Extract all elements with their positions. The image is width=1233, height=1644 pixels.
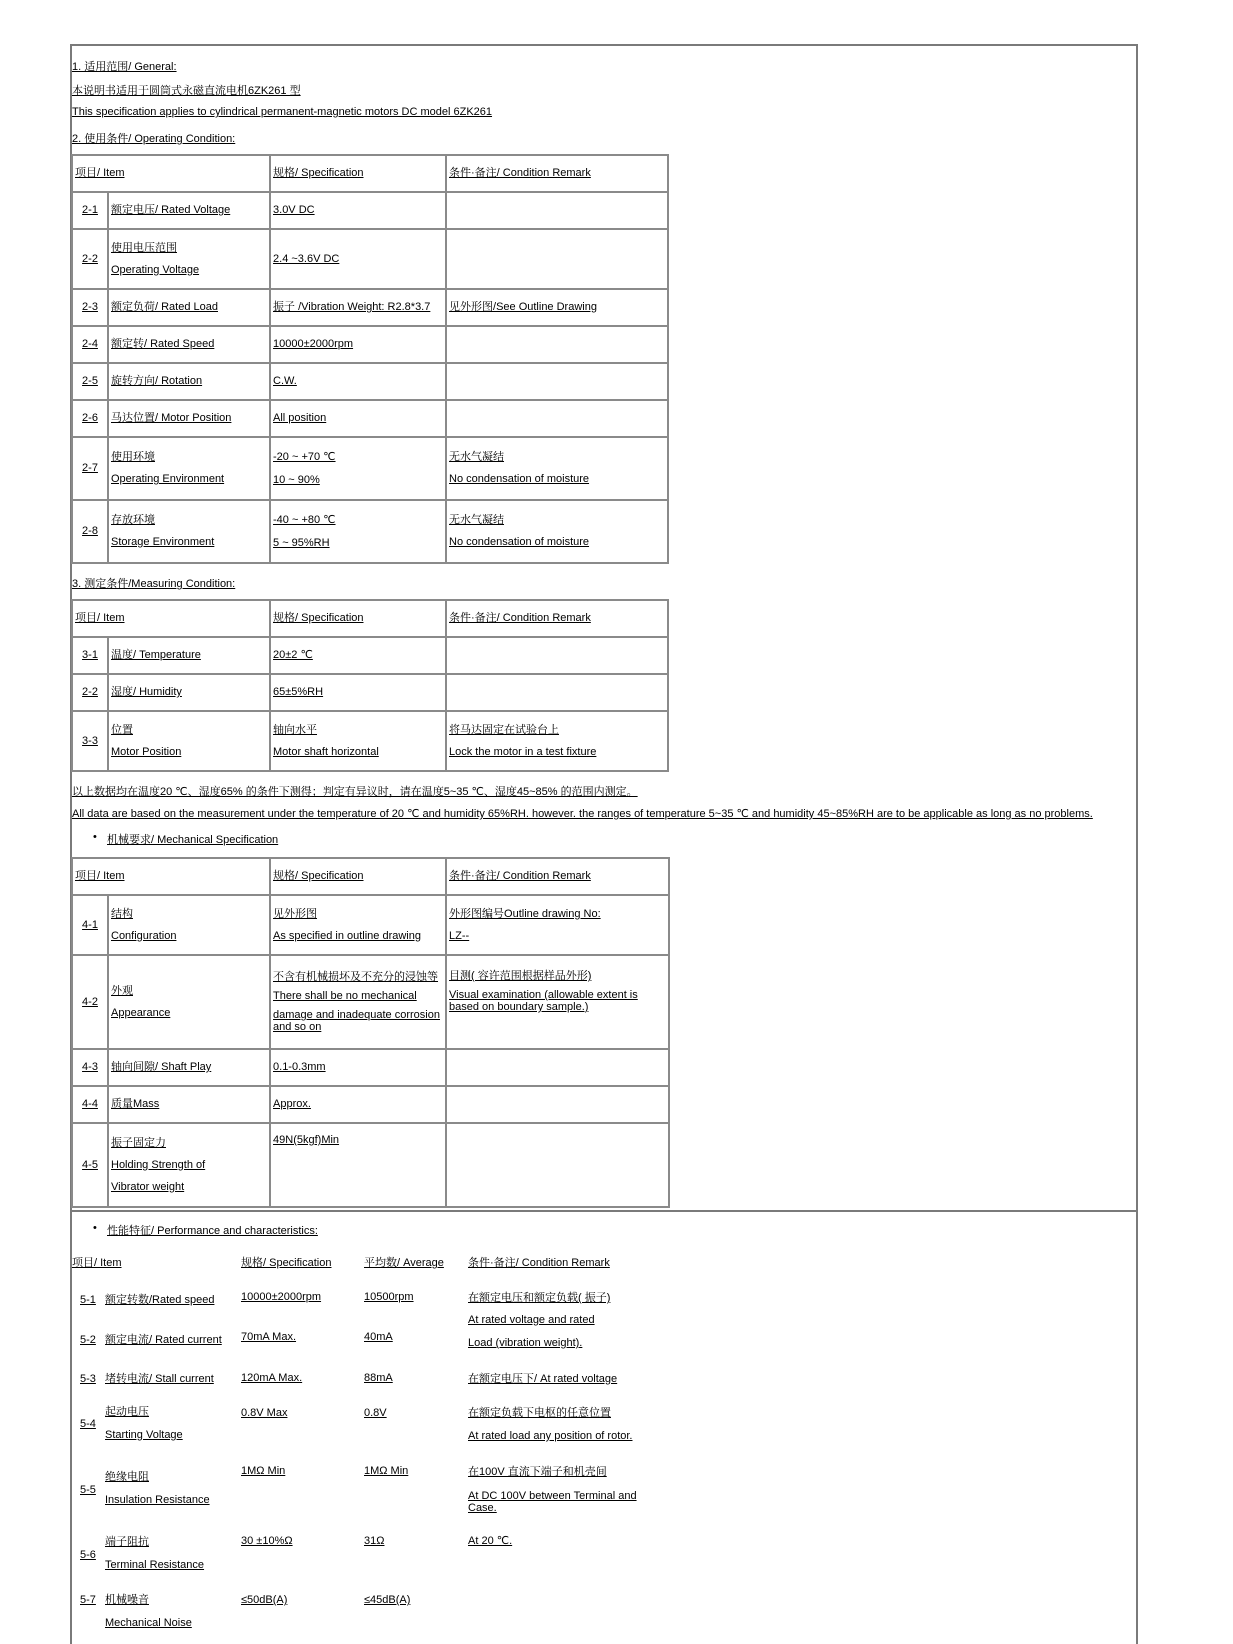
perf-header-remark: 条件·备注/ Condition Remark — [468, 1257, 610, 1269]
row-no: 3-1 — [72, 637, 108, 674]
perf-row-no: 5-7 — [80, 1594, 96, 1606]
table-header-row — [72, 858, 669, 895]
row-no: 2-8 — [72, 500, 108, 563]
perf-row-spec: 30 ±10%Ω — [241, 1535, 293, 1547]
section2-heading: 2. 使用条件/ Operating Condition: — [72, 133, 236, 145]
row-remark — [446, 229, 668, 289]
header-item: 项目/ Item — [72, 155, 270, 192]
perf-row-remark: 在100V 直流下端子和机壳间 At DC 100V between Terminal and Case. — [468, 1466, 637, 1514]
table-row — [72, 637, 668, 674]
perf-row-spec: 120mA Max. — [241, 1372, 303, 1384]
table-row — [72, 363, 668, 400]
section-divider — [70, 1210, 1138, 1212]
perf-row-remark: 在额定电压和额定负载( 振子) — [468, 1292, 611, 1304]
operating-condition-table — [71, 154, 669, 564]
row-remark — [446, 637, 668, 674]
perf-row-item: 额定转数/Rated speed — [105, 1294, 215, 1306]
perf-row-spec: 10000±2000rpm — [241, 1291, 322, 1303]
section4-heading: • 机械要求/ Mechanical Specification — [95, 831, 278, 847]
row-no: 3-3 — [72, 711, 108, 771]
perf-row-remark: 在额定负载下电枢的任意位置 At rated load any position of rotor. — [468, 1407, 633, 1442]
section1-line-en: This specification applies to cylindrical permanent-magnetic motors DC model 6ZK261 — [72, 106, 493, 118]
perf-row-average: 40mA — [364, 1331, 393, 1343]
row-remark — [446, 1086, 669, 1123]
table-row — [72, 326, 668, 363]
table-row — [72, 1086, 669, 1123]
row-spec: 49N(5kgf)Min — [270, 1123, 446, 1207]
header-spec: 规格/ Specification — [270, 858, 446, 895]
perf-row-average: ≤45dB(A) — [364, 1594, 411, 1606]
perf-row-average: 31Ω — [364, 1535, 385, 1547]
row-item: 使用环境 Operating Environment — [108, 437, 270, 500]
perf-row-item: 额定电流/ Rated current — [105, 1334, 222, 1346]
row-no: 2-2 — [72, 674, 108, 711]
row-item: 马达位置/ Motor Position — [108, 400, 270, 437]
row-item: 外观 Appearance — [108, 955, 270, 1049]
perf-row-no: 5-2 — [80, 1334, 96, 1346]
table-row — [72, 400, 668, 437]
table-row — [72, 192, 668, 229]
perf-row-average: 1MΩ Min — [364, 1465, 409, 1477]
row-item: 位置 Motor Position — [108, 711, 270, 771]
row-remark: 无水气凝结 No condensation of moisture — [446, 437, 668, 500]
row-spec: C.W. — [270, 363, 446, 400]
row-remark: 将马达固定在试验台上 Lock the motor in a test fixture — [446, 711, 668, 771]
row-item: 湿度/ Humidity — [108, 674, 270, 711]
header-remark: 条件·备注/ Condition Remark — [446, 858, 669, 895]
table-header-row — [72, 155, 668, 192]
perf-row-remark: At rated voltage and rated — [468, 1314, 595, 1326]
row-item: 轴向间隙/ Shaft Play — [108, 1049, 270, 1086]
header-item: 项目/ Item — [72, 600, 270, 637]
row-item: 额定负荷/ Rated Load — [108, 289, 270, 326]
perf-header-item: 项目/ Item — [72, 1257, 122, 1269]
row-item: 旋转方向/ Rotation — [108, 363, 270, 400]
row-spec: 振子 /Vibration Weight: R2.8*3.7 — [270, 289, 446, 326]
row-remark — [446, 674, 668, 711]
perf-row-item: 机械噪音 Mechanical Noise — [105, 1594, 192, 1629]
header-remark: 条件·备注/ Condition Remark — [446, 155, 668, 192]
perf-row-spec: 1MΩ Min — [241, 1465, 286, 1477]
perf-row-item: 堵转电流/ Stall current — [105, 1373, 214, 1385]
perf-row-average: 88mA — [364, 1372, 393, 1384]
table-row — [72, 711, 668, 771]
row-item: 结构 Configuration — [108, 895, 270, 955]
row-remark: 目测( 容许范围根据样品外形) Visual examination (allowable extent is based on boundary sample.) — [446, 955, 669, 1049]
perf-row-no: 5-3 — [80, 1373, 96, 1385]
row-spec: 不含有机械损坏及不充分的浸蚀等 There shall be no mechanical damage and inadequate corrosion and so on — [270, 955, 446, 1049]
row-spec: All position — [270, 400, 446, 437]
row-no: 2-1 — [72, 192, 108, 229]
row-no: 2-5 — [72, 363, 108, 400]
table-row — [72, 500, 668, 563]
perf-row-no: 5-4 — [80, 1418, 96, 1430]
perf-row-no: 5-6 — [80, 1549, 96, 1561]
measuring-condition-table — [71, 599, 669, 772]
perf-row-spec: 70mA Max. — [241, 1331, 297, 1343]
table-row — [72, 955, 669, 1049]
table-row — [72, 1123, 669, 1207]
row-remark: 无水气凝结 No condensation of moisture — [446, 500, 668, 563]
row-spec: 0.1-0.3mm — [270, 1049, 446, 1086]
row-remark: 见外形图/See Outline Drawing — [446, 289, 668, 326]
row-spec: 2.4 ~3.6V DC — [270, 229, 446, 289]
row-remark — [446, 400, 668, 437]
row-remark — [446, 363, 668, 400]
row-item: 使用电压范围 Operating Voltage — [108, 229, 270, 289]
row-spec: 10000±2000rpm — [270, 326, 446, 363]
row-item: 存放环境 Storage Environment — [108, 500, 270, 563]
perf-row-spec: ≤50dB(A) — [241, 1594, 288, 1606]
row-spec: 轴向水平 Motor shaft horizontal — [270, 711, 446, 771]
table-row — [72, 674, 668, 711]
row-no: 2-2 — [72, 229, 108, 289]
row-no: 2-7 — [72, 437, 108, 500]
perf-row-no: 5-1 — [80, 1294, 96, 1306]
perf-row-item: 起动电压 Starting Voltage — [105, 1406, 183, 1441]
row-no: 2-6 — [72, 400, 108, 437]
perf-row-item: 端子阻抗 Terminal Resistance — [105, 1536, 205, 1571]
perf-row-spec: 0.8V Max — [241, 1407, 288, 1419]
row-remark: 外形图编号Outline drawing No: LZ-- — [446, 895, 669, 955]
row-remark — [446, 1049, 669, 1086]
table-row — [72, 437, 668, 500]
perf-row-remark: At 20 ℃. — [468, 1535, 513, 1547]
perf-header-spec: 规格/ Specification — [241, 1257, 332, 1269]
table-header-row — [72, 600, 668, 637]
mechanical-spec-table — [71, 857, 670, 1208]
measuring-note-en: All data are based on the measurement under the temperature of 20 ℃ and humidity 65%RH. however. the ranges of temperature 5~35 ℃ and humidity 45~85%RH are to be applicable as long as no problems. — [72, 808, 1093, 820]
row-spec: 3.0V DC — [270, 192, 446, 229]
row-spec: 20±2 ℃ — [270, 637, 446, 674]
header-spec: 规格/ Specification — [270, 155, 446, 192]
row-no: 4-1 — [72, 895, 108, 955]
row-no: 2-3 — [72, 289, 108, 326]
perf-row-average: 10500rpm — [364, 1291, 414, 1303]
header-item: 项目/ Item — [72, 858, 270, 895]
section5-heading: • 性能特征/ Performance and characteristics: — [95, 1222, 318, 1238]
section3-heading: 3. 测定条件/Measuring Condition: — [72, 578, 236, 590]
row-spec: Approx. — [270, 1086, 446, 1123]
perf-row-no: 5-5 — [80, 1484, 96, 1496]
table-row — [72, 1049, 669, 1086]
table-row — [72, 229, 668, 289]
row-item: 质量Mass — [108, 1086, 270, 1123]
row-item: 额定转/ Rated Speed — [108, 326, 270, 363]
perf-row-item: 绝缘电阻 Insulation Resistance — [105, 1471, 210, 1506]
row-item: 振子固定力 Holding Strength of Vibrator weight — [108, 1123, 270, 1207]
perf-header-average: 平均数/ Average — [364, 1257, 444, 1269]
row-no: 4-2 — [72, 955, 108, 1049]
row-remark — [446, 326, 668, 363]
row-spec: 65±5%RH — [270, 674, 446, 711]
table-row — [72, 289, 668, 326]
row-no: 4-3 — [72, 1049, 108, 1086]
row-item: 额定电压/ Rated Voltage — [108, 192, 270, 229]
row-remark — [446, 1123, 669, 1207]
perf-row-average: 0.8V — [364, 1407, 387, 1419]
row-spec: -20 ~ +70 ℃ 10 ~ 90% — [270, 437, 446, 500]
row-no: 2-4 — [72, 326, 108, 363]
row-item: 温度/ Temperature — [108, 637, 270, 674]
row-remark — [446, 192, 668, 229]
table-row — [72, 895, 669, 955]
row-spec: 见外形图 As specified in outline drawing — [270, 895, 446, 955]
measuring-note-cn: 以上数据均在温度20 ℃、湿度65% 的条件下测得；判定有异议时，请在温度5~35 ℃、湿度45~85% 的范围内测定。 — [72, 786, 638, 798]
row-spec: -40 ~ +80 ℃ 5 ~ 95%RH — [270, 500, 446, 563]
header-remark: 条件·备注/ Condition Remark — [446, 600, 668, 637]
perf-row-remark: 在额定电压下/ At rated voltage — [468, 1373, 618, 1385]
section1-heading: 1. 适用范围/ General: — [72, 61, 177, 73]
section1-line-cn: 本说明书适用于圆筒式永磁直流电机6ZK261 型 — [72, 85, 301, 97]
perf-row-remark: Load (vibration weight). — [468, 1337, 583, 1349]
row-no: 4-5 — [72, 1123, 108, 1207]
header-spec: 规格/ Specification — [270, 600, 446, 637]
row-no: 4-4 — [72, 1086, 108, 1123]
